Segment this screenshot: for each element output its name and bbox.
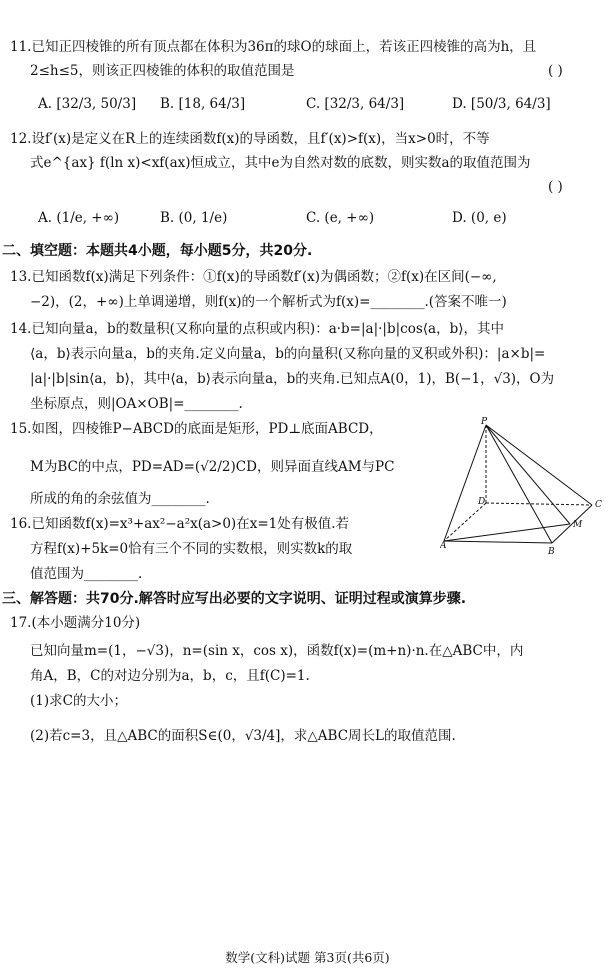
q14-line1: 14.已知向量a，b的数量积(又称向量的点积或内积)：a·b=|a|·|b|cos⟨a，b⟩，其中	[10, 321, 505, 337]
q13-line1: 13.已知函数f(x)满足下列条件：①f(x)的导函数f′(x)为偶函数；②f(x)在区间(−∞,	[10, 269, 497, 285]
section3-heading: 三、解答题：共70分.解答时应写出必要的文字说明、证明过程或演算步骤.	[2, 591, 467, 607]
label-d: D	[478, 497, 486, 507]
q11-answer-blank: ( )	[548, 63, 563, 79]
q13-line2: −2)，(2，+∞)上单调递增，则f(x)的一个解析式为f(x)=________.(答案不唯一)	[30, 294, 507, 310]
page-footer: 数学(文科)试题 第3页(共6页)	[225, 950, 390, 965]
q14-line2: ⟨a，b⟩表示向量a，b的夹角.定义向量a，b的向量积(又称向量的叉积或外积)：|a×b|=	[30, 346, 546, 362]
label-a: A	[440, 541, 447, 551]
label-c: C	[595, 500, 602, 510]
q12-option-b: B. (0, 1/e)	[160, 210, 228, 226]
q12-line1: 12.设f′(x)是定义在R上的连续函数f(x)的导函数，且f′(x)>f(x)，当x>0时，不等	[10, 131, 490, 147]
label-p: P	[481, 417, 488, 427]
q14-line3: |a|·|b|sin⟨a，b⟩，其中⟨a，b⟩表示向量a，b的夹角.已知点A(0，1)，B(−1，√3)，O为	[30, 371, 555, 387]
q12-answer-blank: ( )	[548, 179, 563, 195]
section2-heading: 二、填空题：本题共4小题，每小题5分，共20分.	[2, 243, 313, 259]
q16-line2: 方程f(x)+5k=0恰有三个不同的实数根，则实数k的取	[30, 541, 353, 557]
q11-line2: 2≤h≤5，则该正四棱锥的体积的取值范围是	[30, 63, 295, 79]
q17-title: 17.(本小题满分10分)	[10, 615, 141, 631]
q12-option-d: D. (0, e)	[452, 210, 507, 226]
q11-option-d: D. [50/3, 64/3]	[452, 96, 551, 112]
q11-line1: 11.已知正四棱锥的所有顶点都在体积为36π的球O的球面上，若该正四棱锥的高为h，且	[10, 39, 537, 55]
q17-line2: 角A，B，C的对边分别为a，b，c，且f(C)=1.	[30, 668, 310, 684]
q11-option-a: A. [32/3, 50/3]	[38, 96, 137, 112]
q11-option-c: C. [32/3, 64/3]	[306, 96, 405, 112]
pyramid-figure	[440, 415, 610, 560]
q15-line1: 15.如图，四棱锥P−ABCD的底面是矩形，PD⊥底面ABCD，	[10, 421, 383, 437]
q17-part2: (2)若c=3，且△ABC的面积S∈(0，√3/4]，求△ABC周长L的取值范围.	[30, 728, 456, 744]
q12-option-c: C. (e, +∞)	[306, 210, 375, 226]
q15-line2: M为BC的中点，PD=AD=(√2/2)CD，则异面直线AM与PC	[30, 459, 395, 475]
q14-line4: 坐标原点，则|OA×OB|=________.	[30, 396, 243, 412]
q11-option-b: B. [18, 64/3]	[160, 96, 246, 112]
q17-line1: 已知向量m=(1，−√3)，n=(sin x，cos x)，函数f(x)=(m+n)·n.在△ABC中，内	[30, 643, 524, 659]
q12-option-a: A. (1/e, +∞)	[38, 210, 120, 226]
q15-line3: 所成的角的余弦值为________.	[30, 491, 210, 507]
q12-line2: 式e^{ax} f(ln x)<xf(ax)恒成立，其中e为自然对数的底数，则实数a的取值范围为	[30, 155, 531, 171]
q16-line1: 16.已知函数f(x)=x³+ax²−a²x(a>0)在x=1处有极值.若	[10, 516, 350, 532]
q16-line3: 值范围为________.	[30, 566, 143, 582]
label-m: M	[573, 520, 583, 530]
q17-part1: (1)求C的大小；	[30, 693, 127, 709]
label-b: B	[548, 547, 555, 557]
